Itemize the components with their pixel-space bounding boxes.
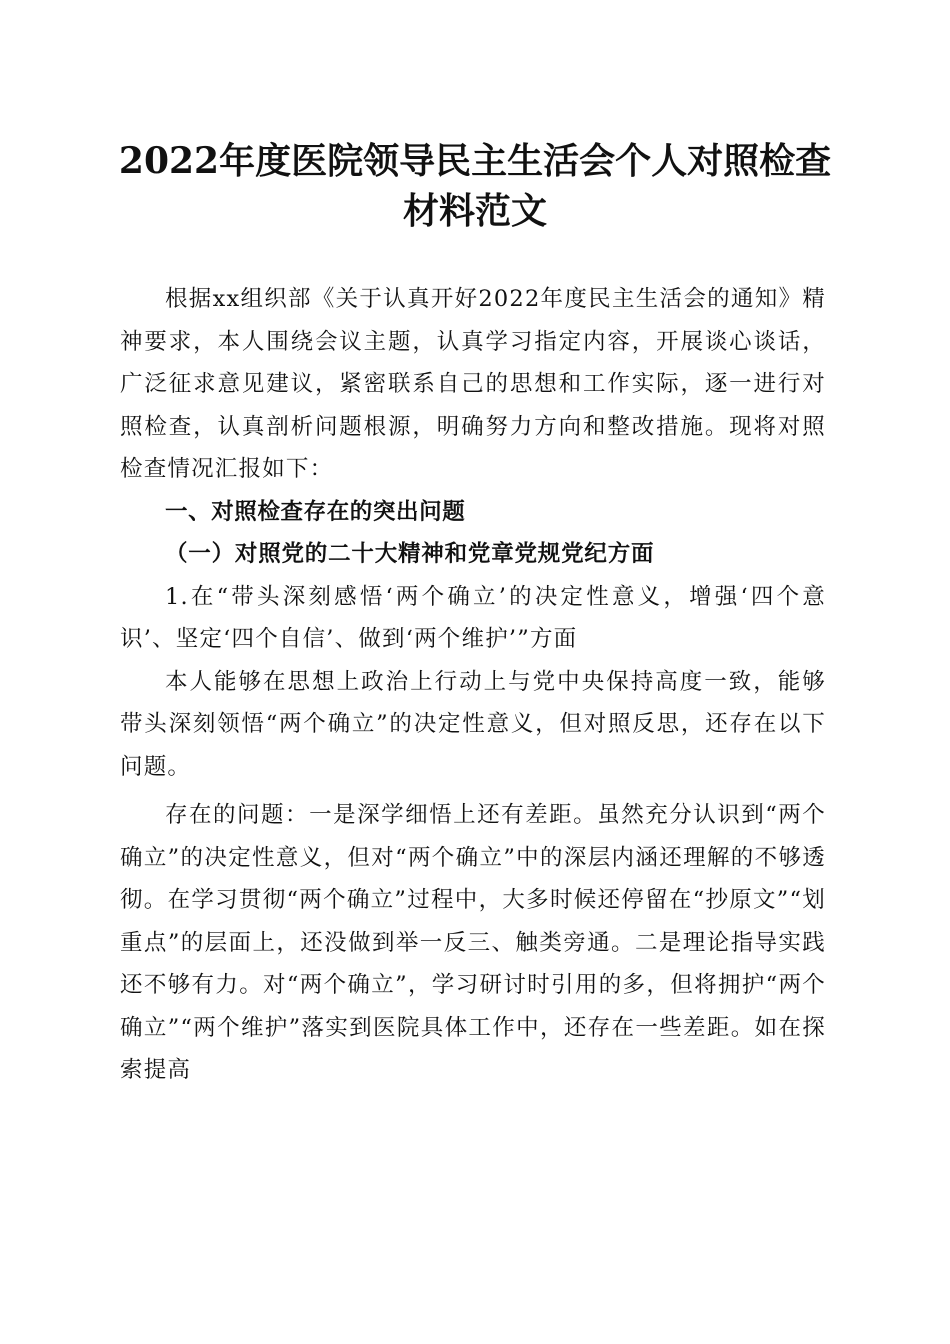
document-body <box>120 278 826 1092</box>
section-heading-1: 一、对照检查存在的突出问题 <box>165 498 466 525</box>
title-line-2: 材料范文 <box>402 190 547 232</box>
title-line-1: 2022年度医院领导民主生活会个人对照检查 <box>118 140 832 182</box>
document-title <box>100 136 850 236</box>
intro-paragraph: 根据xx组织部《关于认真开好2022年度民主生活会的通知》精神要求，本人围绕会议主题，认真学习指定内容，开展谈心谈话，广泛征求意见建议，紧密联系自己的思想和工作实际，逐一进行对照检查，认真剖析问题根源，明确努力方向和整改措施。现将对照检查情况汇报如下： <box>120 286 826 482</box>
subsection-heading-1: （一）对照党的二十大精神和党章党规党纪方面 <box>165 541 655 567</box>
paragraph-2: 本人能够在思想上政治上行动上与党中央保持高度一致，能够带头深刻领悟“两个确立”的决定性意义，但对照反思，还存在以下问题。 <box>120 668 826 780</box>
item-1-heading: 1.在“带头深刻感悟‘两个确立’的决定性意义，增强‘四个意识’、坚定‘四个自信’、做到‘两个维护’”方面 <box>120 583 826 652</box>
paragraph-3: 存在的问题：一是深学细悟上还有差距。虽然充分认识到“两个确立”的决定性意义，但对“两个确立”中的深层内涵还理解的不够透彻。在学习贯彻“两个确立”过程中，大多时候还停留在“抄原文”“划重点”的层面上，还没做到举一反三、触类旁通。二是理论指导实践还不够有力。对“两个确立”，学习研讨时引用的多，但将拥护“两个确立”“两个维护”落实到医院具体工作中，还存在一些差距。如在探索提高 <box>120 802 826 1083</box>
